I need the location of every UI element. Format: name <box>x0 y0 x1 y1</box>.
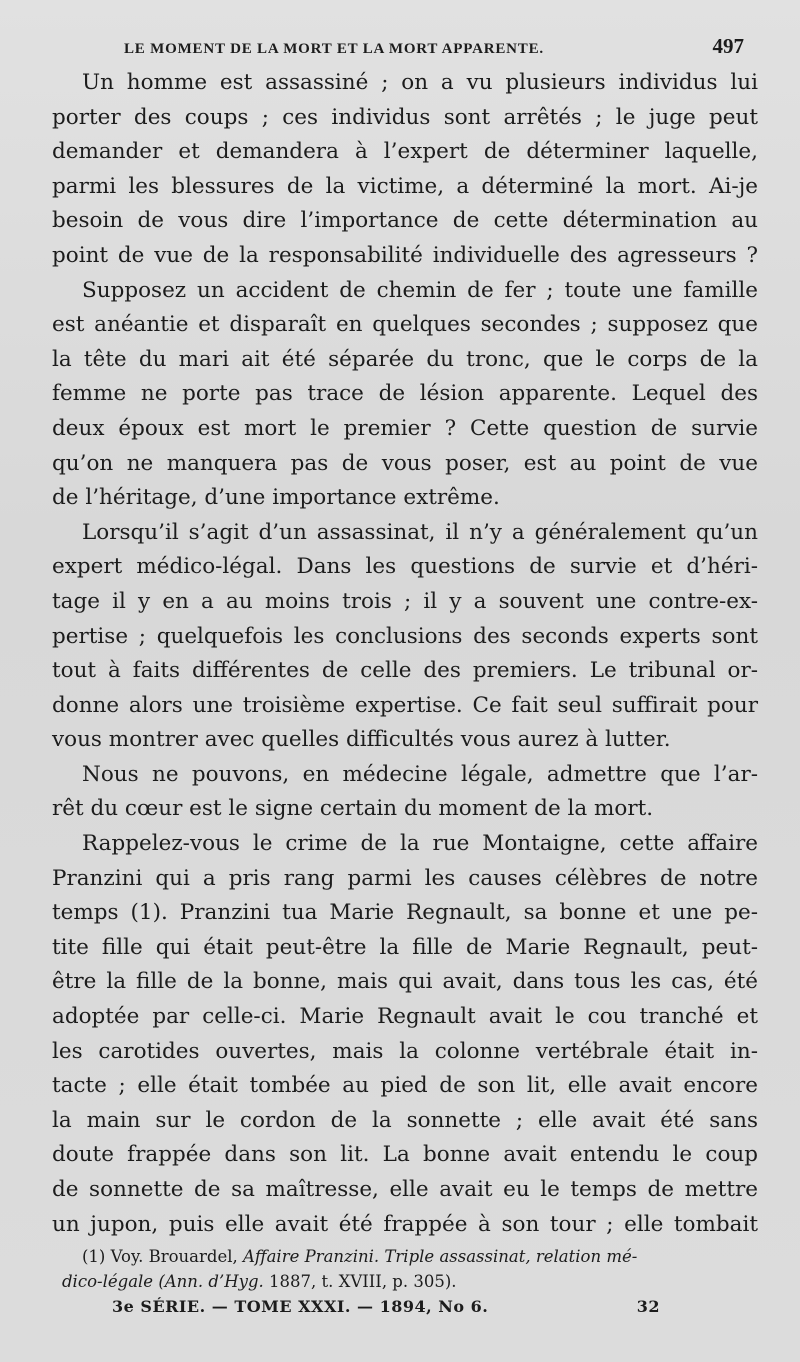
text-line: porter des coups ; ces individus sont arrêtés ; le juge peut <box>52 104 758 130</box>
text-line: les carotides ouvertes, mais la colonne vertébrale était in- <box>52 1038 758 1064</box>
paragraph-3 <box>52 516 758 758</box>
text-line: être la fille de la bonne, mais qui avait, dans tous les cas, été <box>52 969 758 995</box>
paragraph-4 <box>52 758 758 827</box>
footnote-title-cont: dico-légale <box>62 1272 154 1291</box>
footnote-details: 1887, t. XVIII, p. 305). <box>269 1272 457 1291</box>
footnote-title: Affaire Pranzini. Triple assassinat, relation mé- <box>242 1247 638 1266</box>
text-line: temps (1). Pranzini tua Marie Regnault, sa bonne et une pe- <box>52 900 758 926</box>
text-line: deux époux est mort le premier ? Cette question de survie <box>52 415 758 441</box>
footnote-author: Brouardel, <box>148 1247 238 1266</box>
text-line: demander et demandera à l’expert de déterminer laquelle, <box>52 139 758 165</box>
text-line: un jupon, puis elle avait été frappée à son tour ; elle tombait <box>52 1211 758 1237</box>
text-line: donne alors une troisième expertise. Ce fait seul suffirait pour <box>52 692 758 718</box>
sheet-number: 32 <box>636 1297 660 1316</box>
text-line: de sonnette de sa maîtresse, elle avait eu le temps de mettre <box>52 1177 758 1202</box>
paragraph-2 <box>52 274 758 516</box>
text-line: tout à faits différentes de celle des premiers. Le tribunal or- <box>52 658 758 684</box>
text-line: Nous ne pouvons, en médecine légale, admettre que l’ar- <box>82 761 758 787</box>
signature-line <box>112 1297 660 1316</box>
text-line: doute frappée dans son lit. La bonne avait entendu le coup <box>52 1142 758 1168</box>
footnote-line <box>62 1269 762 1294</box>
text-line: rêt du cœur est le signe certain du moment de la mort. <box>52 796 654 822</box>
text-line: Pranzini qui a pris rang parmi les causes célèbres de notre <box>52 865 758 891</box>
text-line: pertise ; quelquefois les conclusions des seconds experts sont <box>52 623 758 649</box>
footnote-journal: (Ann. d’Hyg. <box>158 1272 264 1291</box>
text-line: la main sur le cordon de la sonnette ; elle avait été sans <box>52 1107 758 1133</box>
text-line: Lorsqu’il s’agit d’un assassinat, il n’y a généralement qu’un <box>82 519 758 545</box>
text-line: Supposez un accident de chemin de fer ; toute une famille <box>82 277 758 303</box>
text-line: parmi les blessures de la victime, a déterminé la mort. Ai-je <box>52 173 758 199</box>
text-line: femme ne porte pas trace de lésion apparente. Lequel des <box>52 381 758 407</box>
series-info: 3e SÉRIE. — TOME XXXI. — 1894, No 6. <box>112 1297 489 1316</box>
text-line: qu’on ne manquera pas de vous poser, est au point de vue <box>52 450 758 476</box>
page-number: 497 <box>712 34 744 58</box>
text-line: est anéantie et disparaît en quelques secondes ; supposez que <box>52 312 758 338</box>
text-line: la tête du mari ait été séparée du tronc, que le corps de la <box>52 346 758 372</box>
body-text <box>52 66 758 1242</box>
footnote-line <box>62 1244 762 1269</box>
footnote-marker: (1) Voy. <box>82 1247 144 1266</box>
footnote <box>62 1244 762 1294</box>
text-line: Rappelez-vous le crime de la rue Montaigne, cette affaire <box>82 831 758 857</box>
paragraph-1 <box>52 66 758 274</box>
text-line: point de vue de la responsabilité individuelle des agresseurs ? <box>52 242 758 268</box>
text-line: vous montrer avec quelles difficultés vous aurez à lutter. <box>52 727 671 753</box>
page-header <box>124 34 744 59</box>
text-line: besoin de vous dire l’importance de cette détermination au <box>52 208 758 234</box>
text-line: expert médico-légal. Dans les questions de survie et d’héri- <box>52 554 758 580</box>
text-line: Un homme est assassiné ; on a vu plusieurs individus lui <box>82 70 758 95</box>
text-line: de l’héritage, d’une importance extrême. <box>52 485 500 511</box>
paragraph-5 <box>52 827 758 1242</box>
text-line: adoptée par celle-ci. Marie Regnault avait le cou tranché et <box>52 1004 758 1030</box>
text-line: tite fille qui était peut-être la fille de Marie Regnault, peut- <box>52 934 758 960</box>
running-head: LE MOMENT DE LA MORT ET LA MORT APPARENTE. <box>124 41 544 57</box>
text-line: tage il y en a au moins trois ; il y a souvent une contre-ex- <box>52 588 758 614</box>
text-line: tacte ; elle était tombée au pied de son lit, elle avait encore <box>52 1073 758 1099</box>
